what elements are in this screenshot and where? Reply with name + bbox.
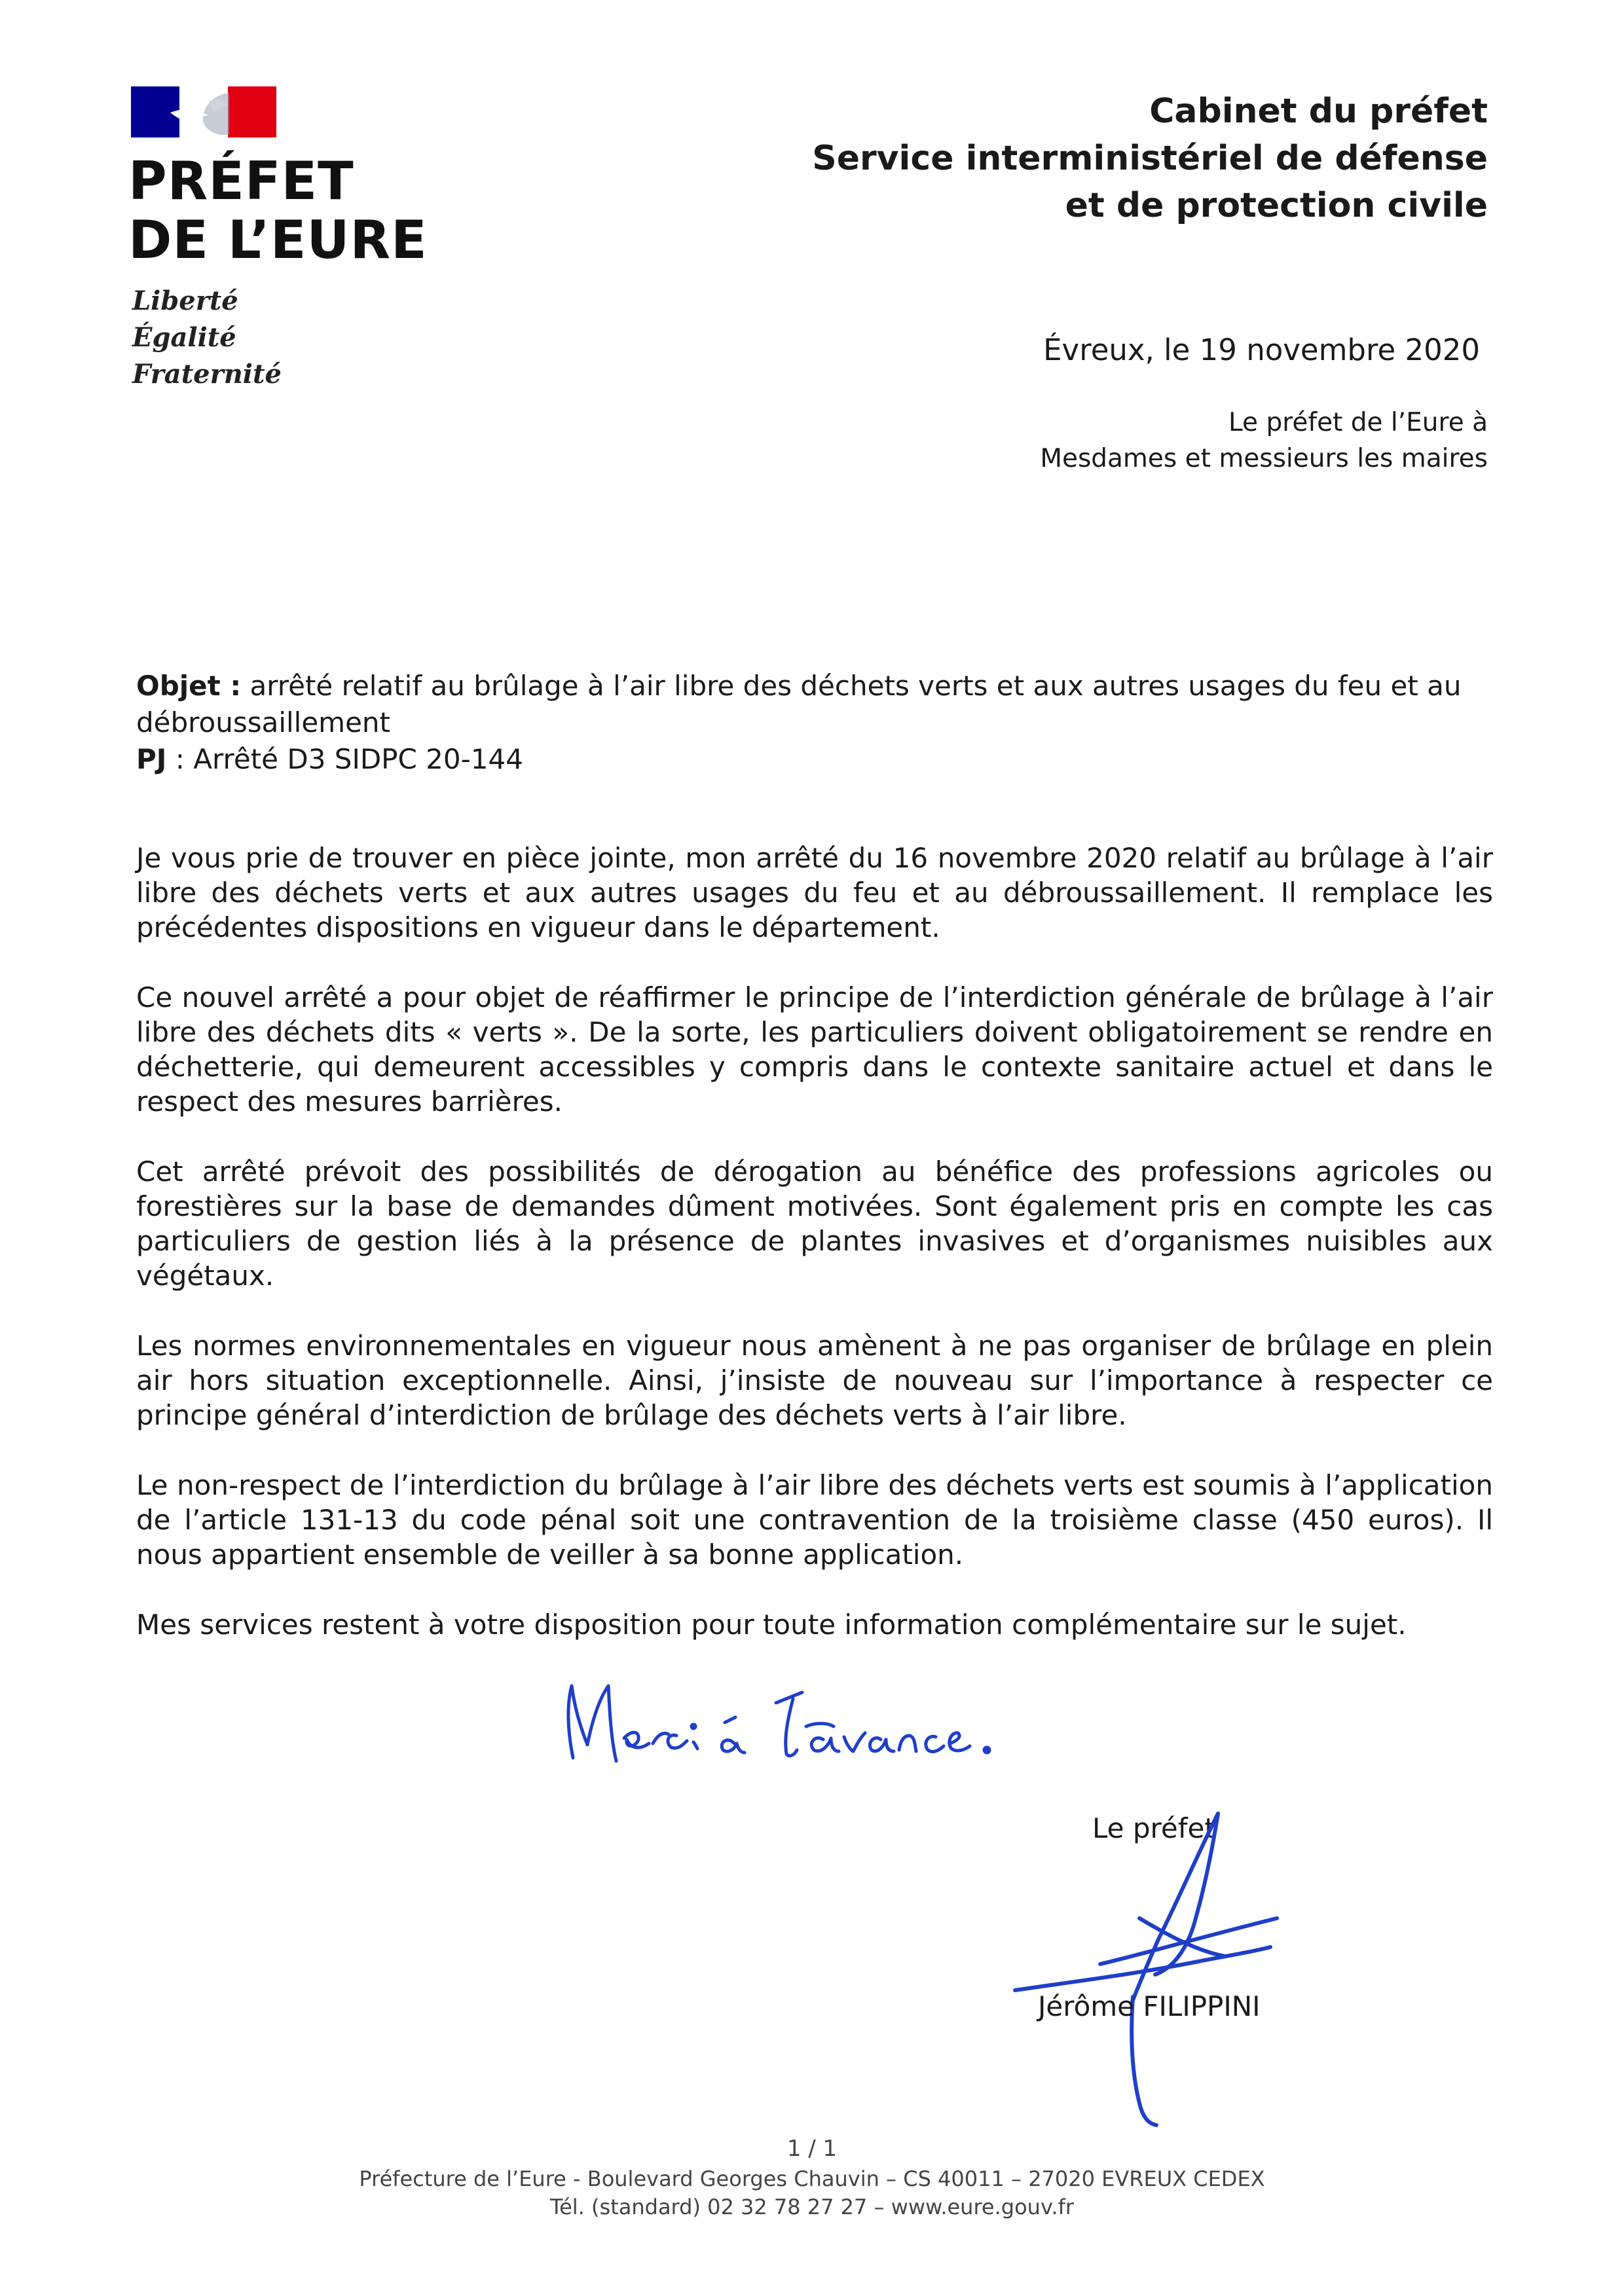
body-paragraph-1: Je vous prie de trouver en pièce jointe, mon arrêté du 16 novembre 2020 relatif au brûlage à l’air libre des déchets verts et aux autres usages du feu et au débroussaillement. Il remplace les précédentes dispositions en vigueur dans le département. [136, 842, 1493, 943]
handwritten-signature [1002, 1807, 1303, 2128]
prefecture-name: PRÉFET DE L’EURE [128, 151, 428, 270]
marianne-logo [131, 86, 276, 137]
service-line-2: Service interministériel de défense [812, 139, 1488, 178]
page-number: 1 / 1 [786, 2136, 838, 2162]
attachment-text: : Arrêté D3 SIDPC 20-144 [166, 743, 523, 775]
signatory-title: Le préfet [1092, 1812, 1215, 1844]
republic-motto [132, 283, 282, 393]
attachment-line [136, 741, 1492, 778]
footer-address: Préfecture de l’Eure - Boulevard Georges Chauvin – CS 40011 – 27020 EVREUX CEDEX [359, 2166, 1265, 2191]
motto-egalite: Égalité [132, 322, 236, 353]
service-line-1: Cabinet du préfet [1149, 92, 1488, 131]
body-paragraph-5: Le non-respect de l’interdiction du brûlage à l’air libre des déchets verts est soumis à l’application de l’article 131-13 du code pénal soit une contravention de la troisième classe (450 euros). Il nous appartient ensemble de veiller à sa bonne application. [136, 1469, 1493, 1571]
motto-fraternite: Fraternité [132, 359, 282, 390]
recipient-line-2: Mesdames et messieurs les maires [1040, 444, 1488, 473]
recipient-block [1040, 405, 1488, 477]
signatory-name: Jérôme FILIPPINI [1038, 1990, 1261, 2022]
recipient-line-1: Le préfet de l’Eure à [1228, 408, 1488, 437]
service-header [812, 88, 1488, 229]
subject-label: Objet : [136, 670, 242, 702]
motto-liberte: Liberté [132, 285, 238, 316]
subject-text: arrêté relatif au brûlage à l’air libre des déchets verts et aux autres usages du feu et au débroussaillement [136, 670, 1462, 738]
body-paragraph-4: Les normes environnementales en vigueur nous amènent à ne pas organiser de brûlage en plein air hors situation exceptionnelle. Ainsi, j’insiste de nouveau sur l’importance à respecter ce principe général d’interdiction de brûlage des déchets verts à l’air libre. [136, 1330, 1493, 1431]
body-paragraph-2: Ce nouvel arrêté a pour objet de réaffirmer le principe de l’interdiction générale de brûlage à l’air libre des déchets dits « verts ». De la sorte, les particuliers doivent obligatoirement se rendre en déchetterie, qui demeurent accessibles y compris dans le contexte sanitaire actuel et dans le respect des mesures barrières. [136, 981, 1493, 1118]
service-line-3: et de protection civile [1065, 186, 1488, 225]
letter-body [136, 841, 1493, 1677]
body-paragraph-3: Cet arrêté prévoit des possibilités de dérogation au bénéfice des professions agricoles ou forestières sur la base de demandes dûment motivées. Sont également pris en compte les cas particuliers de gestion liés à la présence de plantes invasives et d’organismes nuisibles aux végétaux. [136, 1156, 1493, 1292]
body-paragraph-6: Mes services restent à votre disposition pour toute information complémentaire sur le sujet. [136, 1609, 1407, 1641]
letter-date: Évreux, le 19 novembre 2020 [1043, 333, 1480, 367]
attachment-label: PJ [136, 743, 167, 775]
subject-line [136, 668, 1492, 741]
handwritten-note [553, 1666, 999, 1774]
subject-block [136, 668, 1492, 778]
footer-contact: Tél. (standard) 02 32 78 27 27 – www.eure.gouv.fr [550, 2195, 1074, 2219]
